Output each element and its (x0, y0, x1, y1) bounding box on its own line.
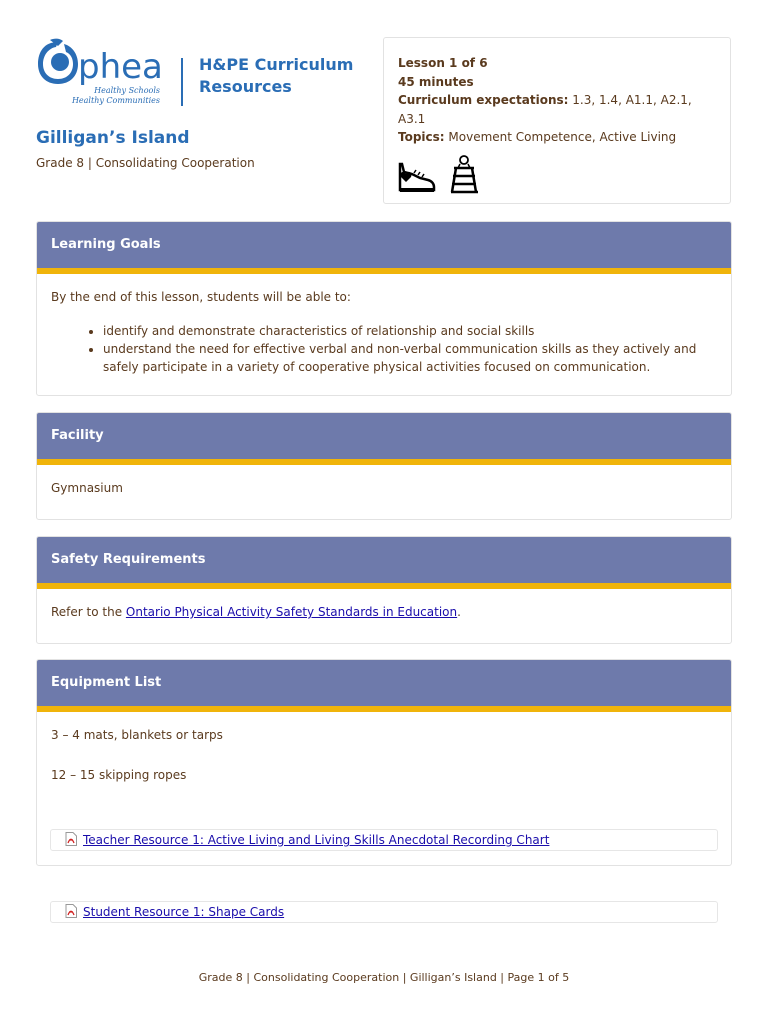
facility-body (37, 465, 731, 511)
resource-title-line1: H&PE Curriculum (199, 55, 354, 74)
safety-prefix: Refer to the (51, 605, 126, 619)
list-item: • understand the need for effective verbal and non-verbal communication skills as they actively and safely participate in a variety of cooperative physical activities focused on communication. (103, 340, 717, 376)
student-resource-link[interactable]: Student Resource 1: Shape Cards (83, 905, 285, 919)
equipment-body (37, 712, 731, 798)
equipment-item: 12 – 15 skipping ropes (51, 768, 187, 782)
section-learning-goals (36, 221, 732, 396)
expectations-value: 1.3, 1.4, A1.1, A2.1, A3.1 (398, 93, 692, 126)
lesson-title: Gilligan’s Island (36, 128, 190, 148)
lesson-info-box (383, 37, 731, 204)
learning-goals-heading: Learning Goals (37, 222, 731, 274)
learning-goals-list (51, 322, 717, 376)
equipment-item: 3 – 4 mats, blankets or tarps (51, 728, 223, 742)
logo-wordmark: phea (78, 47, 163, 87)
logo-divider (181, 58, 183, 106)
facility-heading: Facility (37, 413, 731, 465)
topic-icons (398, 154, 488, 194)
pdf-file-icon (65, 904, 77, 918)
section-facility (36, 412, 732, 520)
list-item: • identify and demonstrate characteristics of relationship and social skills (103, 322, 717, 340)
resource-title (199, 54, 389, 98)
pdf-file-icon (65, 832, 77, 846)
page-footer: Grade 8 | Consolidating Cooperation | Gilligan’s Island | Page 1 of 5 (198, 971, 570, 984)
logo-tagline-1: Healthy Schools (94, 86, 160, 95)
safety-standards-link[interactable]: Ontario Physical Activity Safety Standards in Education (125, 605, 458, 619)
topics-value: Movement Competence, Active Living (448, 130, 677, 144)
lesson-subtitle: Grade 8 | Consolidating Cooperation (36, 156, 255, 170)
facility-text: Gymnasium (51, 481, 123, 495)
fitness-station-icon (451, 156, 478, 192)
safety-suffix: . (457, 605, 461, 619)
learning-goals-body (37, 274, 731, 390)
teacher-resource-link[interactable]: Teacher Resource 1: Active Living and Living Skills Anecdotal Recording Chart (83, 833, 550, 847)
safety-heading: Safety Requirements (37, 537, 731, 589)
logo-tagline-2: Healthy Communities (71, 96, 160, 105)
expectations-label: Curriculum expectations: (398, 93, 569, 107)
lesson-number: Lesson 1 of 6 (398, 56, 488, 70)
topics-label: Topics: (398, 130, 445, 144)
teacher-resource-attachment[interactable] (50, 829, 718, 851)
learning-goals-intro: By the end of this lesson, students will be able to: (51, 290, 351, 304)
safety-body (37, 589, 731, 635)
section-safety (36, 536, 732, 644)
ophea-logo-icon (36, 38, 186, 108)
ophea-logo-area (36, 38, 376, 110)
lesson-duration: 45 minutes (398, 74, 474, 89)
equipment-heading: Equipment List (37, 660, 731, 712)
running-shoe-heart-icon (400, 164, 434, 190)
student-resource-attachment[interactable] (50, 901, 718, 923)
resource-title-line2: Resources (199, 77, 292, 96)
